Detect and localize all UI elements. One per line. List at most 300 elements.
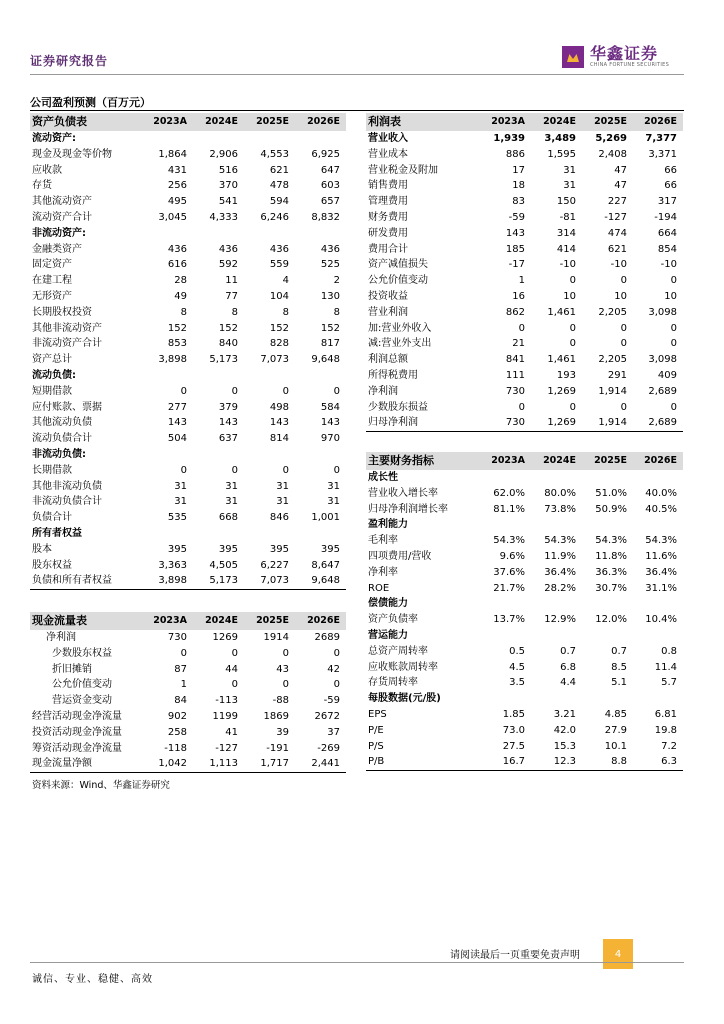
value-cell [531, 517, 582, 533]
value-cell: 16 [512, 290, 525, 302]
value-cell: 474 [607, 227, 627, 239]
row-label: 成长性 [368, 472, 398, 483]
table-row [30, 368, 346, 384]
value-cell: 2689 [314, 632, 340, 643]
value-cell: 15.3 [553, 740, 576, 752]
row-label: P/S [368, 740, 384, 752]
row-label: 存货 [32, 180, 52, 192]
value-cell: 42 [327, 663, 340, 675]
table-row [30, 693, 346, 709]
value-cell: 0 [231, 464, 238, 476]
value-cell: 6.8 [560, 661, 576, 673]
value-cell [481, 470, 531, 486]
table-row [366, 612, 683, 628]
value-cell: 3,489 [544, 133, 576, 144]
table-caption: 公司盈利预测（百万元） [30, 96, 151, 109]
value-cell: 840 [218, 338, 238, 350]
value-cell: 0 [231, 647, 238, 659]
value-cell: 1199 [212, 710, 238, 722]
table-row [366, 502, 683, 518]
value-cell: -118 [164, 742, 187, 754]
value-cell: 31 [276, 480, 289, 492]
row-label: 固定资产 [32, 259, 72, 271]
value-cell: 853 [167, 338, 187, 350]
row-label: 应收账款周转率 [368, 661, 438, 673]
value-cell: 1,269 [531, 415, 582, 431]
row-label: 所得税费用 [368, 369, 418, 381]
table-row [366, 305, 683, 321]
year-header: 2025E [244, 612, 295, 630]
value-cell: 370 [218, 180, 238, 192]
table-row [30, 178, 346, 194]
value-cell: -81 [559, 211, 576, 223]
value-cell: -88 [272, 695, 289, 707]
table-row [30, 431, 346, 447]
value-cell: 436 [218, 243, 238, 255]
value-cell [295, 526, 346, 542]
row-label: 流动负债: [32, 369, 76, 381]
table-row [30, 646, 346, 662]
value-cell: 2,441 [295, 756, 346, 772]
value-cell: -17 [508, 259, 525, 271]
table-row [30, 463, 346, 479]
value-cell: 36.4% [645, 566, 677, 578]
row-label: 公允价值变动 [52, 679, 112, 691]
row-label: 股本 [32, 543, 52, 555]
value-cell: 31 [276, 496, 289, 508]
value-cell: 7,377 [645, 133, 677, 144]
value-cell: 87 [174, 663, 187, 675]
value-cell: 10 [614, 290, 627, 302]
value-cell: 2 [333, 275, 340, 287]
row-label: 长期股权投资 [32, 306, 92, 318]
row-label: 营运资金变动 [52, 695, 112, 707]
value-cell: 814 [269, 433, 289, 445]
section-title: 现金流量表 [30, 612, 142, 630]
value-cell: 31 [327, 480, 340, 492]
value-cell: -194 [654, 211, 677, 223]
value-cell: 54.3% [595, 535, 627, 547]
value-cell: 1,461 [547, 354, 576, 366]
value-cell [481, 691, 531, 707]
value-cell: 395 [218, 543, 238, 555]
value-cell: -59 [508, 211, 525, 223]
value-cell: 12.0% [595, 614, 627, 626]
table-row [30, 257, 346, 273]
value-cell [244, 526, 295, 542]
value-cell [481, 628, 531, 644]
value-cell: 12.9% [544, 614, 576, 626]
table-row [366, 415, 683, 431]
row-label: 少数股东损益 [368, 401, 428, 413]
table-row [30, 415, 346, 431]
value-cell: 0 [518, 322, 525, 334]
year-header: 2023A [481, 113, 531, 131]
income-statement-table [366, 113, 683, 432]
value-cell: 0 [670, 338, 677, 350]
table-row [366, 131, 683, 147]
value-cell: 3,098 [648, 306, 677, 318]
row-label: 营业收入 [368, 133, 408, 144]
table-row [366, 691, 683, 707]
table-row [30, 725, 346, 741]
year-header: 2026E [295, 113, 346, 131]
value-cell [193, 368, 244, 384]
value-cell [531, 691, 582, 707]
value-cell: 31 [225, 496, 238, 508]
value-cell: 0 [282, 464, 289, 476]
value-cell [244, 131, 295, 147]
value-cell [582, 470, 633, 486]
value-cell: 31 [174, 480, 187, 492]
value-cell [633, 517, 683, 533]
value-cell: -191 [266, 742, 289, 754]
value-cell: -269 [317, 742, 340, 754]
value-cell: 143 [505, 227, 525, 239]
table-row [366, 628, 683, 644]
table-row [30, 336, 346, 352]
value-cell: 664 [657, 227, 677, 239]
value-cell: 828 [269, 338, 289, 350]
value-cell: 49 [174, 290, 187, 302]
value-cell: 0.5 [509, 645, 525, 657]
value-cell: 9,648 [311, 354, 340, 366]
table-row [30, 756, 346, 772]
value-cell: 9,648 [295, 573, 346, 589]
value-cell: 8,647 [311, 559, 340, 571]
row-label: 筹资活动现金净流量 [32, 742, 122, 754]
year-header: 2025E [244, 113, 295, 131]
row-label: 净利润 [46, 632, 76, 643]
value-cell: 31 [174, 496, 187, 508]
value-cell: 62.0% [493, 487, 525, 499]
value-cell [633, 596, 683, 612]
row-label: 销售费用 [368, 180, 408, 192]
row-label: 无形资产 [32, 290, 72, 302]
value-cell: 621 [269, 164, 289, 176]
value-cell: 7,073 [244, 573, 295, 589]
value-cell: 130 [320, 290, 340, 302]
value-cell: 0 [620, 338, 627, 350]
value-cell: 73.0 [502, 724, 525, 736]
row-label: 应付账款、票据 [32, 401, 102, 413]
value-cell: 11.6% [645, 550, 677, 562]
value-cell: 0 [333, 647, 340, 659]
value-cell: 10.4% [645, 614, 677, 626]
year-header: 2024E [193, 113, 244, 131]
value-cell: 8.8 [582, 754, 633, 770]
value-cell [244, 447, 295, 463]
value-cell: 1,914 [598, 385, 627, 397]
year-header: 2024E [531, 113, 582, 131]
value-cell: 0 [333, 385, 340, 397]
section-header-row [366, 113, 683, 131]
value-cell: 9.6% [499, 550, 525, 562]
value-cell: 277 [167, 401, 187, 413]
value-cell: 11.4 [654, 661, 677, 673]
value-cell: 535 [167, 512, 187, 524]
table-row [30, 526, 346, 542]
row-label: 少数股东权益 [52, 647, 112, 659]
value-cell: 30.7% [595, 582, 627, 594]
value-cell: 31 [327, 496, 340, 508]
value-cell [142, 447, 193, 463]
value-cell: 193 [556, 369, 576, 381]
value-cell: 0 [620, 401, 627, 413]
year-header: 2025E [582, 113, 633, 131]
value-cell: 37.6% [493, 566, 525, 578]
financial-ratios-table [366, 452, 683, 771]
value-cell: 1,595 [547, 148, 576, 160]
value-cell: 36.4% [544, 566, 576, 578]
value-cell: 17 [512, 164, 525, 176]
row-label: 归母净利润 [366, 415, 481, 431]
value-cell: 3,045 [158, 211, 187, 223]
row-label: 流动资产合计 [32, 211, 92, 223]
row-label: 其他流动负债 [32, 417, 92, 429]
value-cell: 395 [320, 543, 340, 555]
table-row [30, 400, 346, 416]
value-cell: 637 [218, 433, 238, 445]
value-cell: 2,205 [598, 354, 627, 366]
value-cell: 0 [180, 464, 187, 476]
table-row [30, 147, 346, 163]
value-cell: 0 [282, 647, 289, 659]
value-cell: 10 [664, 290, 677, 302]
value-cell: 584 [320, 401, 340, 413]
value-cell: 27.5 [502, 740, 525, 752]
value-cell: 0 [670, 275, 677, 287]
year-header: 2026E [295, 612, 346, 630]
table-row [366, 147, 683, 163]
logo-name: 华鑫证券 [590, 44, 659, 63]
value-cell: 0 [569, 275, 576, 287]
row-label: 流动负债合计 [32, 433, 92, 445]
row-label: P/B [366, 754, 481, 770]
value-cell [193, 131, 244, 147]
value-cell: 31.1% [645, 582, 677, 594]
row-label: ROE [368, 582, 390, 594]
value-cell: 1,717 [244, 756, 295, 772]
value-cell: 525 [320, 259, 340, 271]
table-row [30, 677, 346, 693]
value-cell: 10 [563, 290, 576, 302]
value-cell: 0 [620, 322, 627, 334]
table-row [366, 352, 683, 368]
value-cell [142, 131, 193, 147]
row-label: 营业成本 [368, 148, 408, 160]
data-source-note: 资料来源：Wind、华鑫证券研究 [32, 780, 170, 791]
value-cell: 0 [180, 647, 187, 659]
value-cell: -113 [215, 695, 238, 707]
value-cell: 11.8% [595, 550, 627, 562]
footer-divider [30, 962, 684, 963]
value-cell: 2,205 [598, 306, 627, 318]
value-cell [531, 628, 582, 644]
value-cell: 1 [518, 275, 525, 287]
value-cell: 258 [167, 726, 187, 738]
value-cell: 47 [614, 164, 627, 176]
table-row [366, 644, 683, 660]
value-cell [193, 447, 244, 463]
value-cell [295, 131, 346, 147]
value-cell: 104 [269, 290, 289, 302]
row-label: 减:营业外支出 [368, 338, 432, 350]
row-label: 投资活动现金净流量 [32, 726, 122, 738]
header-divider [30, 74, 684, 75]
value-cell: 7.2 [661, 740, 677, 752]
value-cell: 0 [282, 385, 289, 397]
year-header: 2024E [193, 612, 244, 630]
value-cell: 84 [174, 695, 187, 707]
value-cell: 16.7 [481, 754, 531, 770]
value-cell: 0 [180, 385, 187, 397]
value-cell: 81.1% [493, 503, 525, 515]
value-cell: 4,505 [209, 559, 238, 571]
value-cell: 83 [512, 196, 525, 208]
value-cell [582, 691, 633, 707]
value-cell: 185 [505, 243, 525, 255]
value-cell: 66 [664, 180, 677, 192]
row-label: EPS [368, 708, 387, 720]
table-row [366, 470, 683, 486]
value-cell: 0 [231, 385, 238, 397]
year-header: 2023A [142, 113, 193, 131]
value-cell: 846 [269, 512, 289, 524]
value-cell: 44 [225, 663, 238, 675]
value-cell: 5,173 [193, 573, 244, 589]
value-cell: 6,925 [311, 148, 340, 160]
value-cell: 902 [167, 710, 187, 722]
table-row [30, 226, 346, 242]
value-cell: 5,269 [595, 133, 627, 144]
table-row [30, 741, 346, 757]
disclaimer-note[interactable]: 请阅读最后一页重要免责声明 [450, 950, 580, 961]
table-row [366, 257, 683, 273]
value-cell: 1 [180, 679, 187, 691]
balance-sheet-table [30, 113, 346, 590]
value-cell: 12.3 [531, 754, 582, 770]
value-cell: 395 [167, 543, 187, 555]
row-label: 研发费用 [368, 227, 408, 239]
year-header: 2023A [142, 612, 193, 630]
value-cell: 143 [218, 417, 238, 429]
value-cell: 31 [563, 180, 576, 192]
value-cell: 1,914 [582, 415, 633, 431]
value-cell: 431 [167, 164, 187, 176]
value-cell: 6,227 [260, 559, 289, 571]
value-cell: -59 [323, 695, 340, 707]
row-label: 营业利润 [368, 306, 408, 318]
value-cell: 1914 [263, 632, 289, 643]
value-cell: 730 [167, 632, 187, 643]
value-cell: 143 [269, 417, 289, 429]
row-label: P/E [368, 724, 384, 736]
year-header: 2024E [531, 452, 582, 470]
value-cell: 4,553 [260, 148, 289, 160]
value-cell: 730 [505, 385, 525, 397]
value-cell: 39 [276, 726, 289, 738]
value-cell: 436 [167, 243, 187, 255]
value-cell: 559 [269, 259, 289, 271]
value-cell: 1.85 [502, 708, 525, 720]
value-cell: 478 [269, 180, 289, 192]
table-row [30, 305, 346, 321]
table-row [366, 289, 683, 305]
value-cell [142, 226, 193, 242]
row-label: 在建工程 [32, 275, 72, 287]
row-label: 营运能力 [368, 629, 408, 641]
value-cell: 19.8 [654, 724, 677, 736]
value-cell: 317 [657, 196, 677, 208]
value-cell [193, 526, 244, 542]
value-cell: 1869 [263, 710, 289, 722]
value-cell: 1,113 [193, 756, 244, 772]
row-label: 资产负债率 [368, 614, 418, 626]
value-cell: 0 [569, 401, 576, 413]
value-cell: 28 [174, 275, 187, 287]
row-label: 毛利率 [368, 535, 398, 547]
row-label: 短期借款 [32, 385, 72, 397]
value-cell: 143 [320, 417, 340, 429]
value-cell: 541 [218, 196, 238, 208]
value-cell: 1,864 [158, 148, 187, 160]
value-cell [633, 470, 683, 486]
value-cell: 41 [225, 726, 238, 738]
row-label: 费用合计 [368, 243, 408, 255]
value-cell: 886 [505, 148, 525, 160]
value-cell: 2,408 [598, 148, 627, 160]
value-cell: 0 [620, 275, 627, 287]
value-cell: 616 [167, 259, 187, 271]
row-label: 营业税金及附加 [368, 164, 438, 176]
row-label: 公允价值变动 [368, 275, 428, 287]
value-cell: 409 [657, 369, 677, 381]
value-cell: 516 [218, 164, 238, 176]
value-cell: 592 [218, 259, 238, 271]
footer-slogan: 诚信、专业、稳健、高效 [32, 974, 153, 985]
value-cell: 0.7 [560, 645, 576, 657]
value-cell: -10 [559, 259, 576, 271]
row-label: 非流动资产: [32, 227, 86, 239]
logo-icon [562, 46, 584, 68]
value-cell: 3,898 [158, 354, 187, 366]
value-cell: 862 [505, 306, 525, 318]
table-row [30, 494, 346, 510]
table-row [366, 321, 683, 337]
value-cell: 54.3% [645, 535, 677, 547]
row-label: 金融类资产 [32, 243, 82, 255]
row-label: 现金及现金等价物 [32, 148, 112, 160]
value-cell: 2,906 [209, 148, 238, 160]
value-cell: 436 [269, 243, 289, 255]
table-row [30, 131, 346, 147]
value-cell: -127 [604, 211, 627, 223]
value-cell: 2,689 [633, 415, 683, 431]
value-cell: 4,333 [209, 211, 238, 223]
value-cell: 1,001 [311, 512, 340, 524]
value-cell [582, 517, 633, 533]
value-cell: 1,461 [547, 306, 576, 318]
value-cell: 3,898 [142, 573, 193, 589]
value-cell: 4.4 [560, 677, 576, 689]
row-label: 投资收益 [368, 290, 408, 302]
value-cell: 0 [518, 401, 525, 413]
value-cell: 730 [481, 415, 531, 431]
table-row [366, 242, 683, 258]
value-cell: 668 [218, 512, 238, 524]
table-row [366, 163, 683, 179]
